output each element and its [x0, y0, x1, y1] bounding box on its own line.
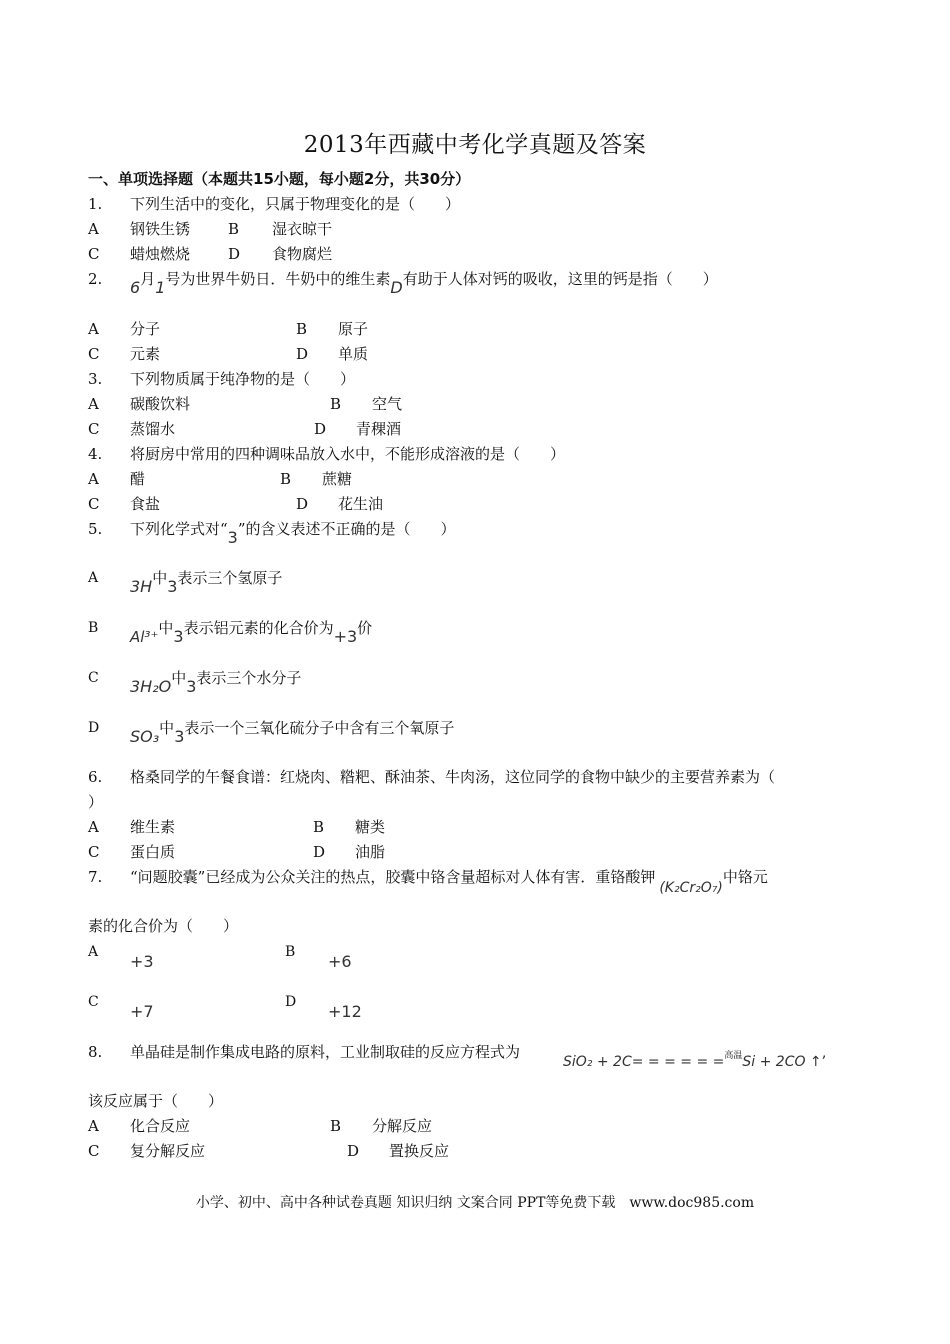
option-value: +3	[130, 952, 154, 971]
text-run: 号为世界牛奶日．牛奶中的维生素	[165, 270, 391, 288]
question-text-continued: 该反应属于（ ）	[88, 1092, 224, 1110]
math-formula: Si + 2CO ↑	[742, 1054, 822, 1070]
question-text	[130, 519, 456, 547]
text-run: ”的含义表述不正确的是（ ）	[237, 520, 456, 538]
option-text	[130, 618, 373, 646]
option-letter: D	[285, 994, 297, 1010]
option-letter: C	[88, 245, 100, 263]
option-letter: D	[296, 345, 309, 363]
math-formula: SO₃	[130, 727, 160, 746]
math-formula: Al³⁺	[130, 628, 159, 646]
text-run: “问题胶囊”已经成为公众关注的热点，胶囊中铬含量超标对人体有害．重铬酸钾	[130, 868, 656, 886]
text-run: 中	[152, 569, 168, 587]
page-title: 2013年西藏中考化学真题及答案	[303, 132, 647, 158]
option-letter: A	[88, 570, 99, 586]
text-run: 月	[140, 270, 156, 288]
text-run: ’	[821, 1054, 827, 1070]
option-value: +12	[328, 1002, 362, 1021]
question-text: 格桑同学的午餐食谱：红烧肉、糌粑、酥油茶、牛肉汤，这位同学的食物中缺少的主要营养素为（	[130, 768, 776, 786]
option-letter: D	[313, 843, 326, 861]
math-formula: D	[390, 278, 403, 297]
option-text: 湿衣晾干	[272, 220, 333, 238]
math-formula: 1	[155, 278, 166, 297]
option-text: 蜡烛燃烧	[130, 245, 191, 263]
text-run: 表示三个水分子	[196, 669, 302, 687]
option-letter: D	[347, 1142, 360, 1160]
page-footer: 小学、初中、高中各种试卷真题 知识归纳 文案合同 PPT等免费下载 www.doc985.com	[195, 1195, 755, 1211]
text-run: 中	[158, 619, 174, 637]
option-value: +6	[328, 952, 352, 971]
option-text: 油脂	[355, 843, 386, 861]
option-letter: D	[228, 245, 241, 263]
text-run: 中铬元	[722, 868, 768, 886]
option-text: 置换反应	[389, 1142, 450, 1160]
option-text: 化合反应	[130, 1117, 191, 1135]
option-text: 青稞酒	[356, 420, 402, 438]
option-text: 醋	[130, 470, 146, 488]
math-formula: 3H	[130, 577, 153, 596]
option-text: 食盐	[130, 495, 161, 513]
option-letter: B	[330, 1117, 342, 1135]
question-text-continued: ）	[88, 793, 104, 811]
option-letter: B	[280, 470, 292, 488]
option-text: 食物腐烂	[272, 245, 333, 263]
option-letter: D	[88, 720, 100, 736]
section-heading: 一、单项选择题（本题共15小题，每小题2分，共30分）	[88, 170, 471, 188]
question-number: 5.	[88, 520, 103, 538]
option-text: 蔗糖	[322, 470, 353, 488]
math-formula: 3	[174, 727, 185, 746]
question-number: 6.	[88, 768, 103, 786]
math-formula: 3	[173, 627, 184, 646]
option-text	[130, 718, 455, 746]
option-text: 维生素	[130, 818, 176, 836]
option-letter: B	[296, 320, 308, 338]
option-letter: C	[88, 843, 100, 861]
option-text	[130, 568, 283, 596]
option-letter: A	[88, 1117, 99, 1135]
option-letter: C	[88, 495, 100, 513]
option-letter: B	[330, 395, 342, 413]
text-run: 表示一个三氧化硫分子中含有三个氧原子	[184, 719, 455, 737]
math-formula: 3	[167, 577, 178, 596]
question-text	[130, 867, 768, 896]
question-text: 下列生活中的变化，只属于物理变化的是（ ）	[130, 195, 461, 213]
question-number: 3.	[88, 370, 103, 388]
option-letter: C	[88, 345, 100, 363]
option-letter: C	[88, 670, 99, 686]
question-number: 7.	[88, 868, 103, 886]
chemical-equation	[563, 1052, 826, 1074]
option-letter: D	[296, 495, 309, 513]
reaction-condition: 高温	[724, 1051, 743, 1061]
option-text	[130, 668, 302, 696]
question-text: 下列物质属于纯净物的是（ ）	[130, 370, 356, 388]
option-letter: B	[285, 944, 296, 960]
option-letter: B	[313, 818, 325, 836]
text-run: 有助于人体对钙的吸收，这里的钙是指（ ）	[402, 270, 718, 288]
option-text: 蒸馏水	[130, 420, 176, 438]
option-text: 单质	[338, 345, 369, 363]
question-number: 4.	[88, 445, 103, 463]
question-number: 1.	[88, 195, 103, 213]
option-letter: C	[88, 994, 99, 1010]
option-letter: A	[88, 320, 99, 338]
option-letter: A	[88, 395, 99, 413]
text-run: 表示铝元素的化合价为	[183, 619, 334, 637]
option-text: 元素	[130, 345, 161, 363]
option-text: 碳酸饮料	[130, 395, 191, 413]
option-letter: B	[228, 220, 240, 238]
option-text: 钢铁生锈	[130, 220, 191, 238]
option-text: 糖类	[355, 818, 386, 836]
option-text: 分解反应	[372, 1117, 433, 1135]
option-letter: A	[88, 818, 99, 836]
text-run: 表示三个氢原子	[177, 569, 283, 587]
question-number: 2.	[88, 270, 103, 288]
option-letter: C	[88, 1142, 100, 1160]
question-text: 单晶硅是制作集成电路的原料，工业制取硅的反应方程式为	[130, 1043, 521, 1061]
option-text: 空气	[372, 395, 403, 413]
option-letter: A	[88, 470, 99, 488]
math-formula: 3H₂O	[130, 677, 172, 696]
question-number: 8.	[88, 1043, 103, 1061]
option-letter: D	[314, 420, 327, 438]
text-run: 中	[171, 669, 187, 687]
option-letter: A	[88, 944, 99, 960]
text-run: 下列化学式对“	[130, 520, 228, 538]
math-formula: SiO₂ + 2C= = = = = =	[563, 1054, 725, 1070]
question-text: 将厨房中常用的四种调味品放入水中，不能形成溶液的是（ ）	[130, 445, 566, 463]
question-text	[130, 269, 718, 297]
text-run: 价	[357, 619, 373, 637]
math-formula: 3	[227, 528, 238, 547]
math-formula: 3	[186, 677, 197, 696]
option-text: 分子	[130, 320, 161, 338]
option-text: 复分解反应	[130, 1142, 206, 1160]
option-letter: A	[88, 220, 99, 238]
math-formula: (K₂Cr₂O₇)	[659, 880, 723, 896]
option-letter: C	[88, 420, 100, 438]
option-value: +7	[130, 1002, 154, 1021]
option-text: 花生油	[338, 495, 384, 513]
text-run: 中	[159, 719, 175, 737]
option-letter: B	[88, 620, 99, 636]
option-text: 原子	[338, 320, 369, 338]
question-text-continued: 素的化合价为（ ）	[88, 917, 239, 935]
option-text: 蛋白质	[130, 843, 176, 861]
math-formula: +3	[333, 627, 358, 646]
math-formula: 6	[130, 278, 141, 297]
